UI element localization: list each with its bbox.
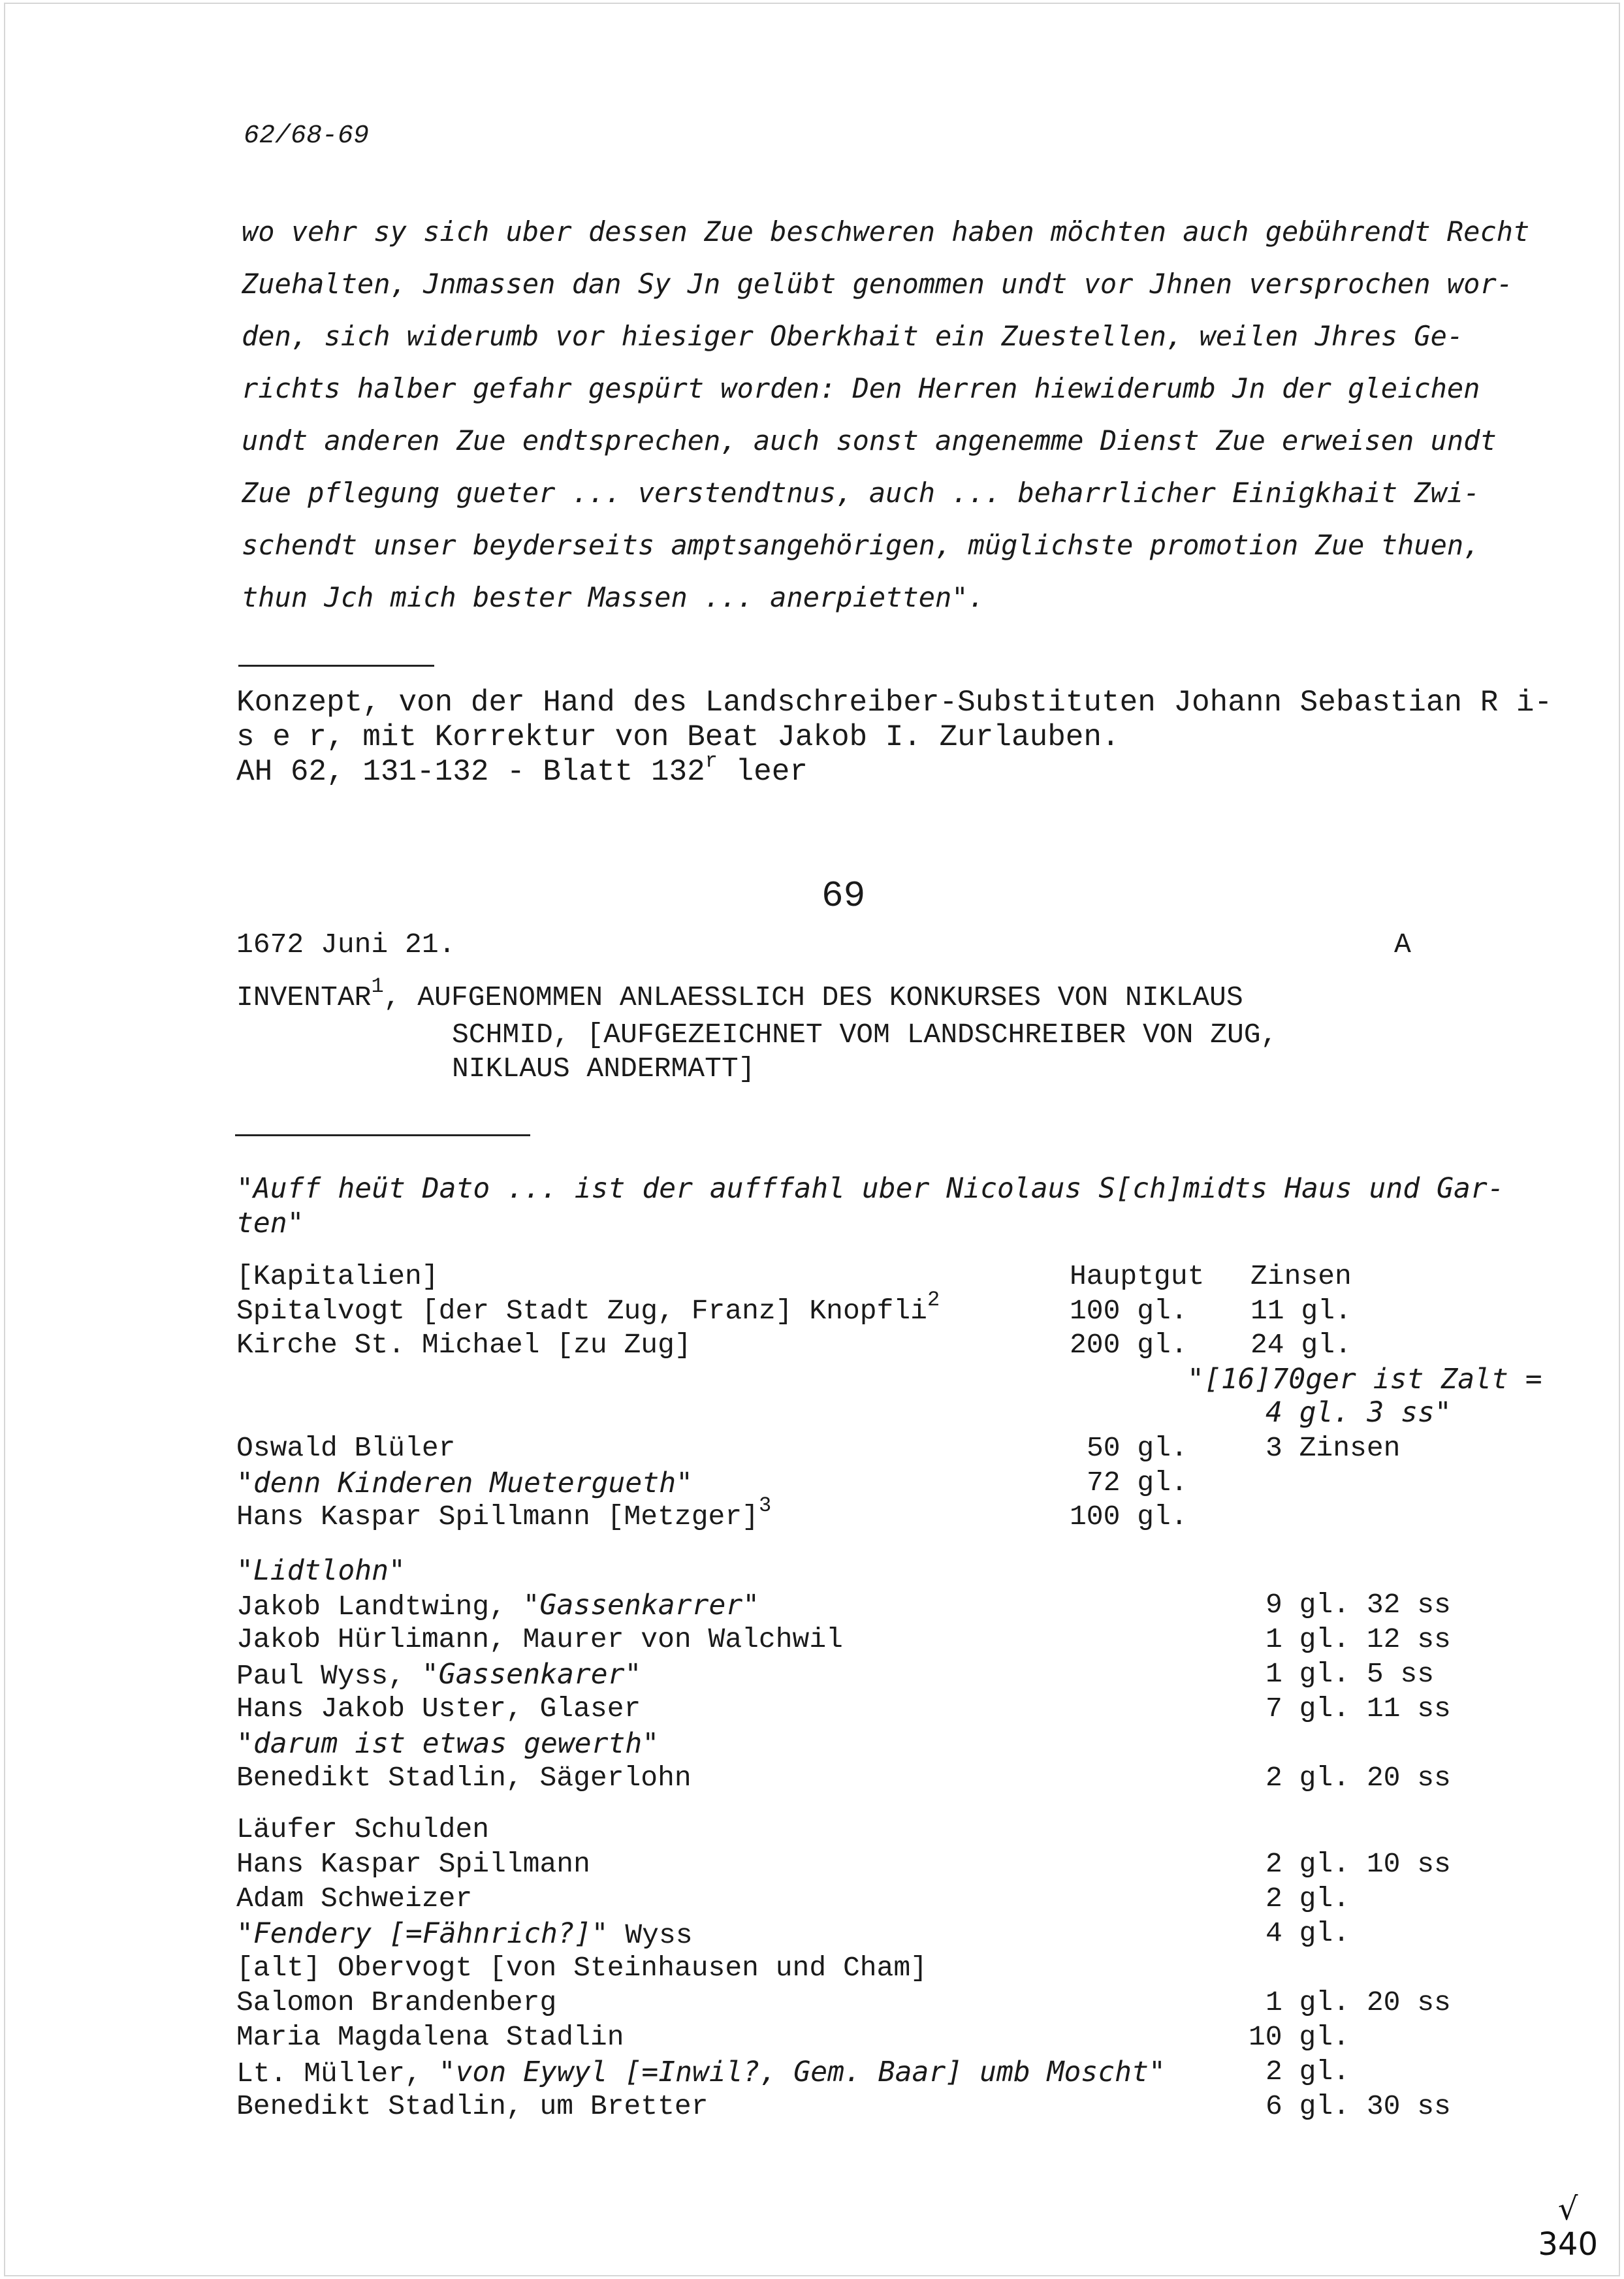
intro-line: "Auff heüt Dato ... ist der aufffahl uber Nicolaus S[ch]midts Haus und Gar- [236,1172,1505,1205]
table-row-zinsen: 11 gl. [1250,1295,1352,1327]
table-row-name: Oswald Blüler [236,1432,456,1464]
table-row-amount: 9 gl. 32 ss [1266,1589,1451,1621]
document-number: 69 [821,875,866,917]
lidtlohn-heading: "Lidtlohn" [236,1554,406,1587]
quote-line: thun Jch mich bester Massen ... anerpietten". [242,581,985,613]
laeufer-heading: Läufer Schulden [236,1813,490,1845]
table-row-hauptgut: 100 gl. [1070,1295,1188,1327]
note-line: Konzept, von der Hand des Landschreiber-Substituten Johann Sebastian R i- [236,686,1553,720]
note-line: AH 62, 131-132 - Blatt 132$^r$ leer [236,749,808,789]
table-row-name: Lt. Müller, "von Eywyl [=Inwil?, Gem. Baar] umb Moscht" [236,2056,1166,2090]
table-row-name: Salomon Brandenberg [236,1986,557,2018]
zins-note: "[16]70ger ist Zalt = [1187,1363,1542,1395]
table-row-hauptgut: 72 gl. [1087,1467,1188,1499]
table-row-amount: 7 gl. 11 ss [1266,1693,1451,1725]
table-row-amount: 6 gl. 30 ss [1266,2090,1451,2122]
table-row-name: Benedikt Stadlin, Sägerlohn [236,1762,692,1794]
title-line: SCHMID, [AUFGEZEICHNET VOM LANDSCHREIBER VON ZUG, [452,1019,1278,1051]
table-row-name: Jakob Hürlimann, Maurer von Walchwil [236,1623,843,1655]
table-row-amount: 10 gl. [1249,2021,1350,2053]
table-row-name: [alt] Obervogt [von Steinhausen und Cham] [236,1952,927,1984]
quote-line: Zuehalten, Jnmassen dan Sy Jn gelübt genommen undt vor Jhnen versprochen wor- [242,268,1514,300]
table-row-note: "darum ist etwas gewerth" [236,1727,660,1760]
table-row-name: Adam Schweizer [236,1883,473,1915]
table-row-name: Hans Kaspar Spillmann [Metzger]$^3$ [236,1493,772,1533]
page-reference: 62/68-69 [244,121,370,151]
table-row-amount: 1 gl. 12 ss [1266,1623,1451,1655]
checkmark-icon: √ [1557,2191,1578,2227]
table-row-zinsen: 24 gl. [1250,1329,1352,1361]
quote-line: den, sich widerumb vor hiesiger Oberkhait ein Zuestellen, weilen Jhres Ge- [242,320,1464,352]
document-letter: A [1394,929,1411,961]
hauptgut-header: Hauptgut [1070,1260,1205,1292]
table-row-amount: 2 gl. [1266,2056,1350,2088]
table-row-name: Kirche St. Michael [zu Zug] [236,1329,692,1361]
intro-line: ten" [236,1207,304,1239]
table-row-name: Paul Wyss, "Gassenkarer" [236,1658,642,1692]
table-row-amount: 1 gl. 5 ss [1266,1658,1435,1690]
document-date: 1672 Juni 21. [236,929,456,961]
kapitalien-heading: [Kapitalien] [236,1260,439,1292]
footnote-divider [238,665,434,667]
table-row-name: "denn Kinderen Muetergueth" [236,1467,693,1499]
table-row-name: Hans Kaspar Spillmann [236,1848,590,1880]
quote-line: wo vehr sy sich uber dessen Zue beschweren haben möchten auch gebührendt Recht [242,215,1530,247]
table-row-name: Spitalvogt [der Stadt Zug, Franz] Knopfli$^2$ [236,1288,940,1327]
title-line: NIKLAUS ANDERMATT] [452,1053,756,1085]
note-line: s e r, mit Korrektur von Beat Jakob I. Zurlauben. [236,720,1120,754]
quote-line: Zue pflegung gueter ... verstendtnus, auch ... beharrlicher Einigkhait Zwi- [242,477,1480,509]
quote-line: schendt unser beyderseits amptsangehörigen, müglichste promotion Zue thuen, [242,529,1480,561]
table-row-name: Hans Jakob Uster, Glaser [236,1693,641,1725]
table-row-amount: 2 gl. 10 ss [1266,1848,1451,1880]
quote-line: undt anderen Zue endtsprechen, auch sonst angenemme Dienst Zue erweisen undt [242,424,1497,456]
zins-note: 4 gl. 3 ss" [1266,1396,1452,1429]
table-row-hauptgut: 200 gl. [1070,1329,1188,1361]
zinsen-header: Zinsen [1250,1260,1352,1292]
table-row-zinsen: 3 Zinsen [1266,1432,1401,1464]
table-row-amount: 2 gl. 20 ss [1266,1762,1451,1794]
table-row-name: "Fendery [=Fähnrich?]" Wyss [236,1917,693,1951]
table-row-name: Jakob Landtwing, "Gassenkarrer" [236,1589,760,1623]
title-line: INVENTAR$^1$, AUFGENOMMEN ANLAESSLICH DES KONKURSES VON NIKLAUS [236,974,1243,1013]
archive-mark [1538,2191,1598,2262]
table-row-amount: 4 gl. [1266,1917,1350,1949]
table-row-amount: 2 gl. [1266,1883,1350,1915]
archive-number: 340 [1538,2226,1598,2263]
quote-line: richts halber gefahr gespürt worden: Den Herren hiewiderumb Jn der gleichen [242,372,1480,404]
table-row-name: Maria Magdalena Stadlin [236,2021,624,2053]
table-row-name: Benedikt Stadlin, um Bretter [236,2090,709,2122]
table-row-hauptgut: 50 gl. [1087,1432,1188,1464]
section-divider [235,1134,530,1136]
table-row-hauptgut: 100 gl. [1070,1501,1188,1533]
table-row-amount: 1 gl. 20 ss [1266,1986,1451,2018]
